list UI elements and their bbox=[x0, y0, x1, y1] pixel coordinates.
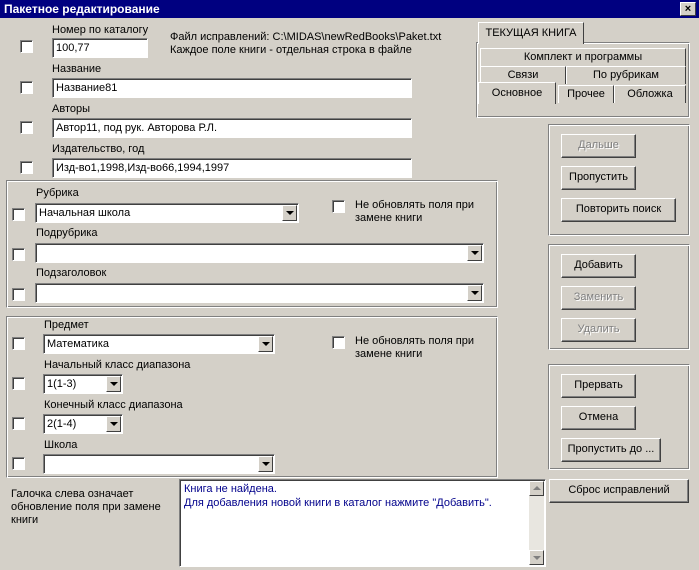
tab-main[interactable]: Основное bbox=[478, 82, 556, 104]
subtitle-label: Подзаголовок bbox=[36, 267, 107, 279]
hint-line3: книги bbox=[11, 514, 39, 526]
skip-button[interactable]: Пропустить bbox=[561, 166, 636, 190]
title-label: Название bbox=[52, 63, 102, 75]
catalog-number-label: Номер по каталогу bbox=[52, 24, 149, 36]
catalog-number-checkbox[interactable] bbox=[20, 40, 33, 53]
tab-cover[interactable]: Обложка bbox=[614, 85, 686, 103]
school-label: Школа bbox=[44, 439, 78, 451]
chevron-down-icon[interactable] bbox=[258, 456, 273, 472]
file-info-line2: Каждое поле книги - отдельная строка в файле bbox=[170, 44, 412, 56]
scroll-down-icon[interactable] bbox=[529, 550, 544, 565]
repeat-search-button[interactable]: Повторить поиск bbox=[561, 198, 676, 222]
chevron-down-icon[interactable] bbox=[282, 205, 297, 221]
end-class-checkbox[interactable] bbox=[12, 417, 25, 430]
chevron-down-icon[interactable] bbox=[106, 416, 121, 432]
replace-button[interactable]: Заменить bbox=[561, 286, 636, 310]
next-button[interactable]: Дальше bbox=[561, 134, 636, 158]
rubric-no-update-checkbox[interactable] bbox=[332, 200, 345, 213]
start-class-select[interactable] bbox=[43, 374, 123, 394]
message-line1: Книга не найдена. bbox=[184, 483, 277, 495]
end-class-select-value: 2(1-4) bbox=[47, 418, 77, 430]
message-line2: Для добавления новой книги в каталог нажмите "Добавить". bbox=[184, 497, 492, 509]
subrubric-label: Подрубрика bbox=[36, 227, 98, 239]
add-button[interactable]: Добавить bbox=[561, 254, 636, 278]
subject-select[interactable] bbox=[43, 334, 275, 354]
skip-to-button[interactable]: Пропустить до ... bbox=[561, 438, 661, 462]
rubric-no-update-label-2: замене книги bbox=[355, 212, 423, 224]
file-info-line1: Файл исправлений: C:\MIDAS\newRedBooks\Paket.txt bbox=[170, 31, 442, 43]
subject-no-update-checkbox[interactable] bbox=[332, 336, 345, 349]
title-bar bbox=[0, 0, 699, 18]
rubric-select[interactable] bbox=[35, 203, 299, 223]
subrubric-select[interactable] bbox=[35, 243, 484, 263]
subject-label: Предмет bbox=[44, 319, 89, 331]
publisher-checkbox[interactable] bbox=[20, 161, 33, 174]
authors-input[interactable]: Автор11, под рук. Авторова Р.Л. bbox=[52, 118, 412, 138]
message-scrollbar[interactable] bbox=[529, 481, 544, 565]
end-class-select[interactable] bbox=[43, 414, 123, 434]
subject-checkbox[interactable] bbox=[12, 337, 25, 350]
school-select[interactable] bbox=[43, 454, 275, 474]
subject-select-value: Математика bbox=[47, 338, 109, 350]
subtitle-select[interactable] bbox=[35, 283, 484, 303]
authors-label: Авторы bbox=[52, 103, 90, 115]
message-box[interactable] bbox=[179, 479, 546, 567]
rubric-checkbox[interactable] bbox=[12, 208, 25, 221]
close-button[interactable]: × bbox=[680, 2, 696, 16]
chevron-down-icon[interactable] bbox=[467, 285, 482, 301]
subject-no-update-label-2: замене книги bbox=[355, 348, 423, 360]
subrubric-checkbox[interactable] bbox=[12, 248, 25, 261]
reset-corrections-button[interactable]: Сброс исправлений bbox=[549, 479, 689, 503]
title-checkbox[interactable] bbox=[20, 81, 33, 94]
publisher-label: Издательство, год bbox=[52, 143, 145, 155]
rubric-no-update-label-1: Не обновлять поля при bbox=[355, 199, 475, 211]
catalog-number-input[interactable]: 100,77 bbox=[52, 38, 148, 58]
hint-line2: обновление поля при замене bbox=[11, 501, 161, 513]
end-class-label: Конечный класс диапазона bbox=[44, 399, 183, 411]
chevron-down-icon[interactable] bbox=[258, 336, 273, 352]
chevron-down-icon[interactable] bbox=[467, 245, 482, 261]
school-checkbox[interactable] bbox=[12, 457, 25, 470]
tab-other[interactable]: Прочее bbox=[558, 85, 614, 103]
chevron-down-icon[interactable] bbox=[106, 376, 121, 392]
start-class-select-value: 1(1-3) bbox=[47, 378, 77, 390]
window-title: Пакетное редактирование bbox=[4, 2, 160, 16]
tab-kit-and-programs[interactable]: Комплект и программы bbox=[480, 48, 686, 66]
cancel-button[interactable]: Отмена bbox=[561, 406, 636, 430]
start-class-checkbox[interactable] bbox=[12, 377, 25, 390]
subtitle-checkbox[interactable] bbox=[12, 288, 25, 301]
rubric-select-value: Начальная школа bbox=[39, 207, 131, 219]
title-input[interactable]: Название81 bbox=[52, 78, 412, 98]
tab-by-rubrics[interactable]: По рубрикам bbox=[566, 66, 686, 84]
start-class-label: Начальный класс диапазона bbox=[44, 359, 191, 371]
tab-current-book[interactable]: ТЕКУЩАЯ КНИГА bbox=[478, 22, 584, 44]
publisher-input[interactable]: Изд-во1,1998,Изд-во66,1994,1997 bbox=[52, 158, 412, 178]
delete-button[interactable]: Удалить bbox=[561, 318, 636, 342]
tab-links[interactable]: Связи bbox=[480, 66, 566, 84]
subject-no-update-label-1: Не обновлять поля при bbox=[355, 335, 475, 347]
hint-line1: Галочка слева означает bbox=[11, 488, 134, 500]
abort-button[interactable]: Прервать bbox=[561, 374, 636, 398]
rubric-label: Рубрика bbox=[36, 187, 79, 199]
authors-checkbox[interactable] bbox=[20, 121, 33, 134]
scroll-up-icon[interactable] bbox=[529, 481, 544, 496]
